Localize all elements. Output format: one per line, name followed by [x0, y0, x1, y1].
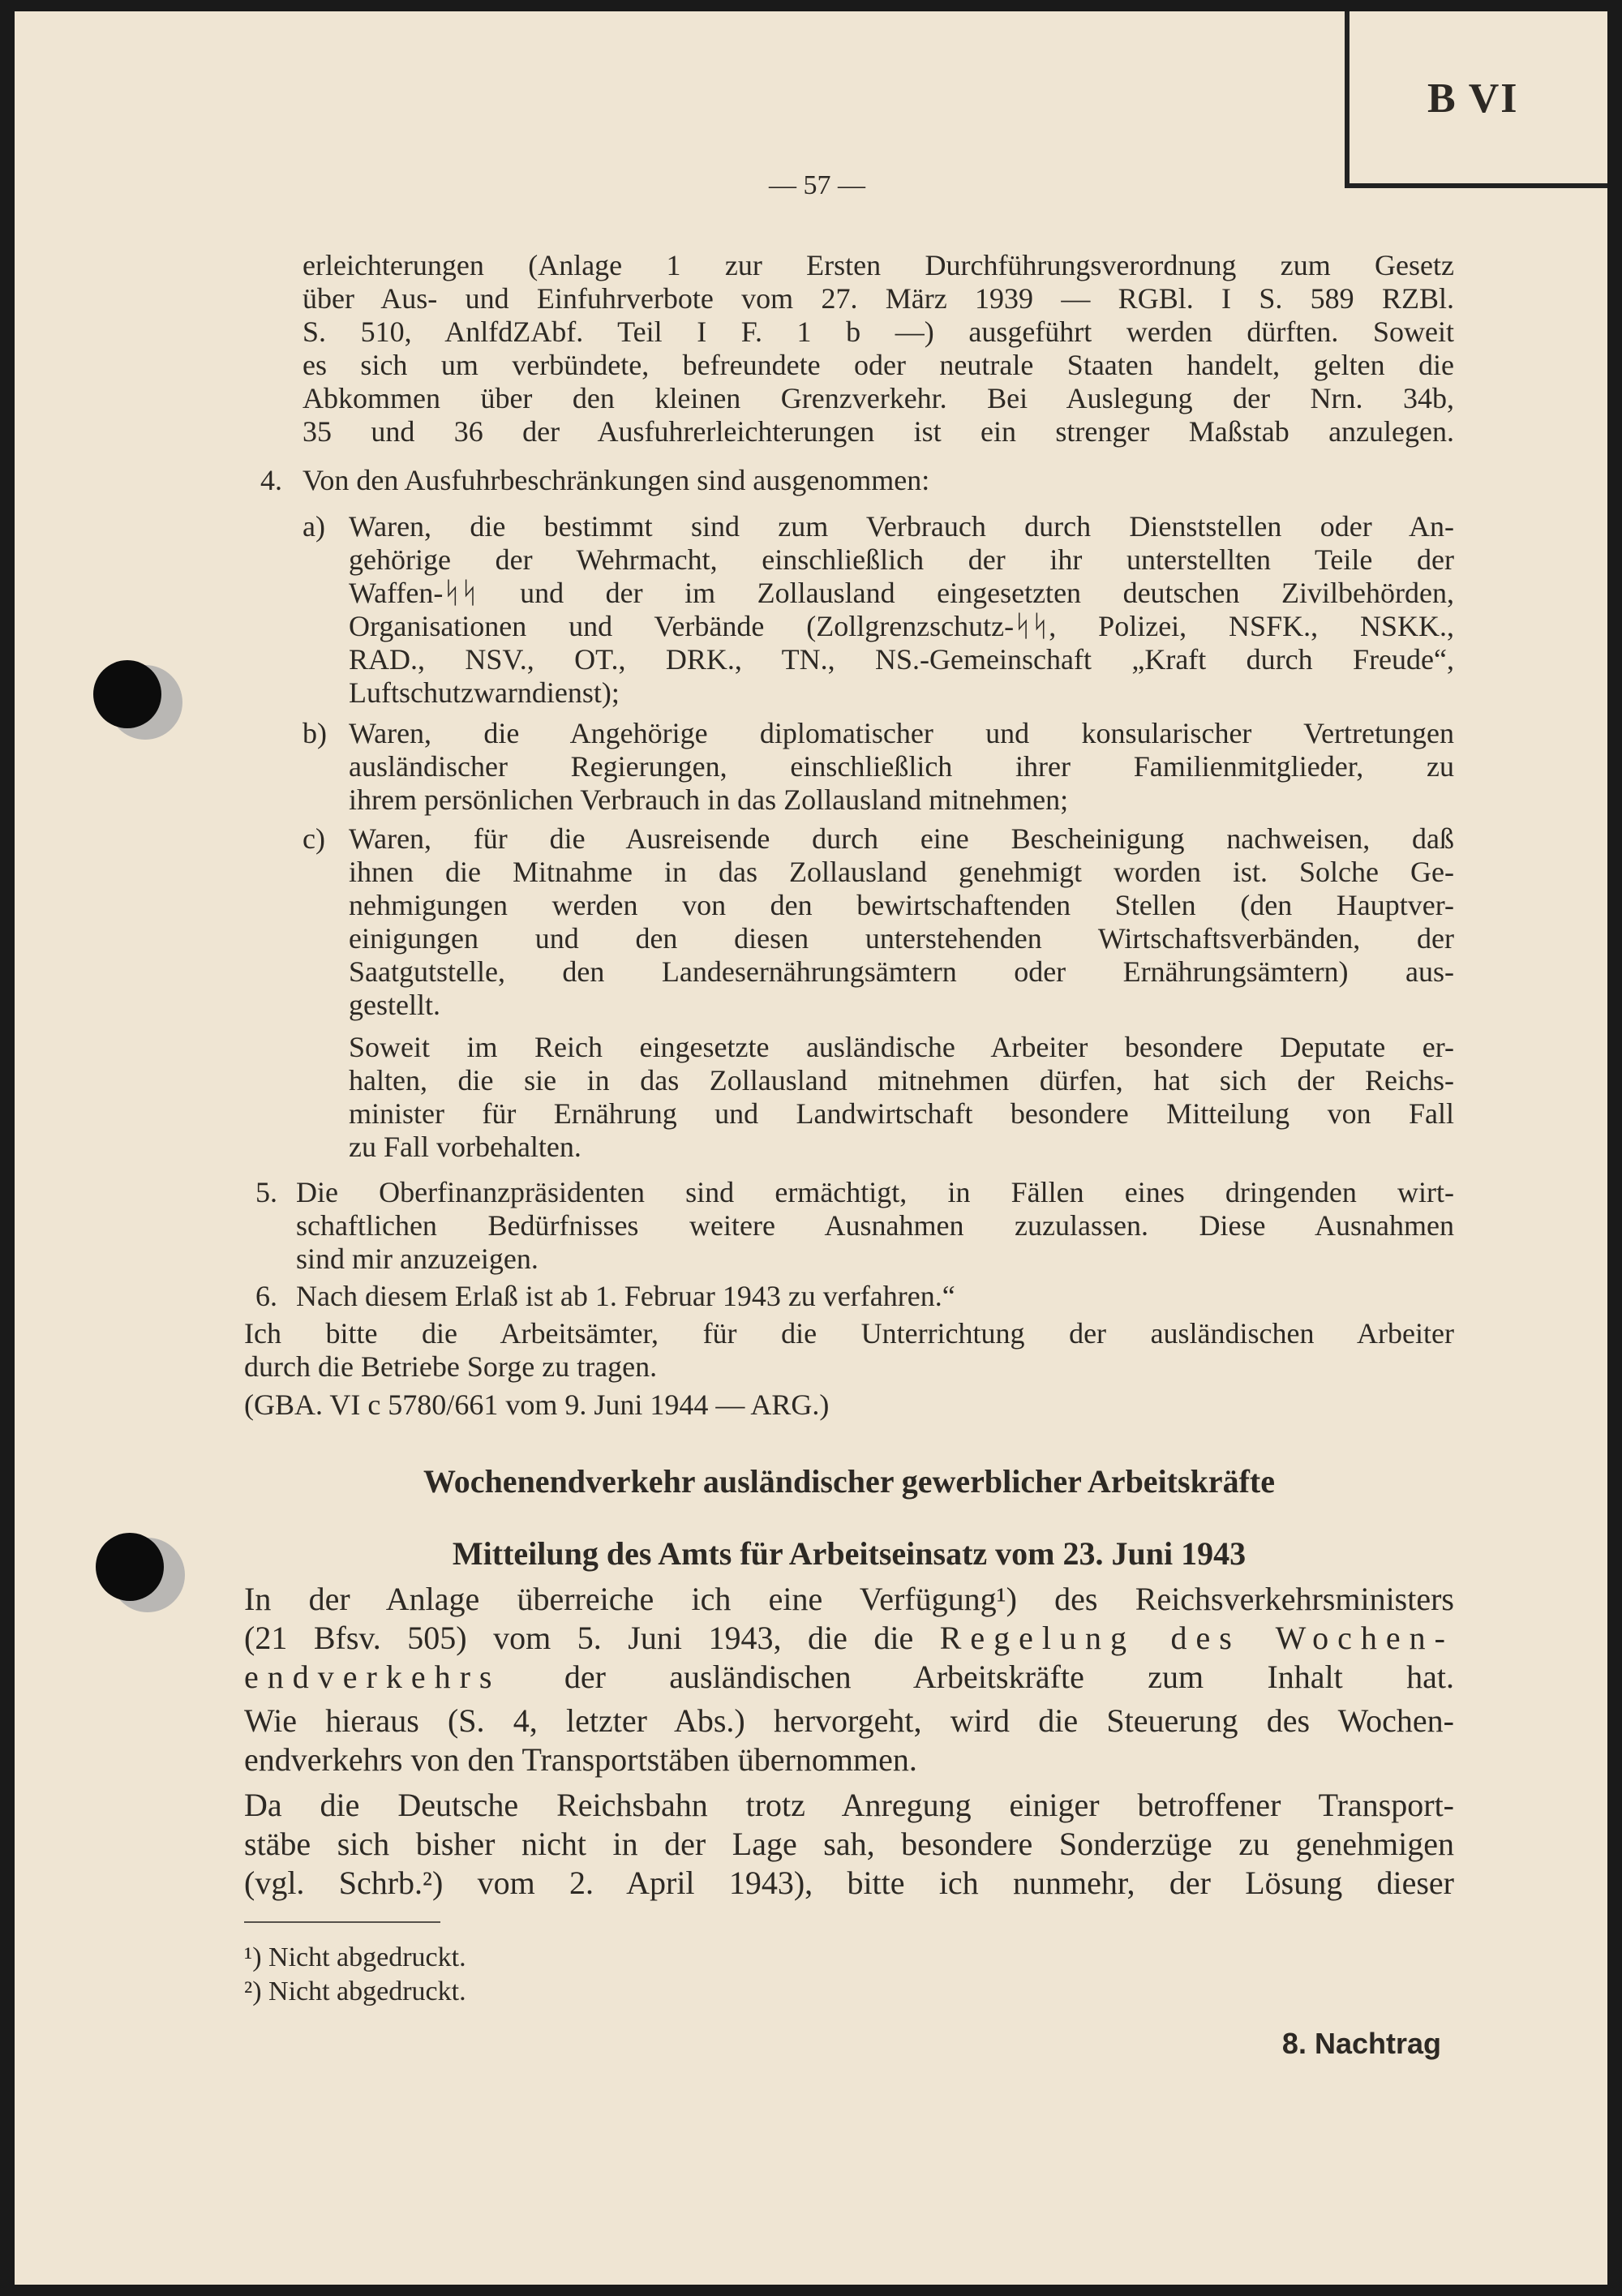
subitem-line: Saatgutstelle, den Landesernährungsämtern oder Ernährungsämtern) aus-	[349, 955, 1454, 988]
body-line: stäbe sich bisher nicht in der Lage sah, besondere Sonderzüge zu genehmigen	[244, 1826, 1454, 1862]
footnote: ¹) Nicht abgedruckt.	[244, 1942, 466, 1972]
section-title: Wochenendverkehr ausländischer gewerblicher Arbeitskräfte	[423, 1463, 1275, 1500]
reference-line: (GBA. VI c 5780/661 vom 9. Juni 1944 — ARG.)	[244, 1388, 830, 1421]
subitem-line: einigungen und den diesen unterstehenden Wirtschaftsverbänden, der	[349, 922, 1454, 955]
punch-hole-bottom	[96, 1533, 164, 1601]
punch-hole-top	[93, 660, 161, 728]
body-text: der ausländischen Arbeitskräfte zum Inhalt hat.	[500, 1659, 1454, 1695]
subitem-line: ihrem persönlichen Verbrauch in das Zollausland mitnehmen;	[349, 783, 1069, 816]
body-line: (vgl. Schrb.²) vom 2. April 1943), bitte ich nunmehr, der Lösung dieser	[244, 1865, 1454, 1901]
subitem-line: Waren, für die Ausreisende durch eine Bescheinigung nachweisen, daß	[349, 822, 1454, 855]
subitem-line: Waren, die Angehörige diplomatischer und konsularischer Vertretungen	[349, 717, 1454, 749]
subitem-line: nehmigungen werden von den bewirtschaftenden Stellen (den Hauptver-	[349, 889, 1454, 921]
page-number: — 57 —	[769, 170, 865, 200]
subitem-marker: a)	[303, 510, 325, 543]
intro-line: S. 510, AnlfdZAbf. Teil I F. 1 b —) ausgeführt werden dürften. Soweit	[303, 315, 1454, 348]
section-tab-box	[1345, 11, 1607, 188]
intro-line: es sich um verbündete, befreundete oder neutrale Staaten handelt, gelten die	[303, 349, 1454, 381]
subitem-line: ihnen die Mitnahme in das Zollausland genehmigt worden ist. Solche Ge-	[349, 856, 1454, 888]
item-line: sind mir anzuzeigen.	[296, 1242, 539, 1275]
subitem-marker: c)	[303, 822, 325, 855]
section-subtitle: Mitteilung des Amts für Arbeitseinsatz vom 23. Juni 1943	[452, 1535, 1247, 1572]
body-line: Da die Deutsche Reichsbahn trotz Anregung einiger betroffener Transport-	[244, 1787, 1454, 1823]
subitem-note-line: zu Fall vorbehalten.	[349, 1131, 581, 1163]
body-line: In der Anlage überreiche ich eine Verfügung¹) des Reichsverkehrsministers	[244, 1581, 1454, 1617]
supplement-label: 8. Nachtrag	[1281, 2027, 1441, 2060]
item-line: schaftlichen Bedürfnisses weitere Ausnahmen zuzulassen. Diese Ausnahmen	[296, 1209, 1454, 1242]
spaced-emphasis: Regelung des Wochen-	[939, 1620, 1454, 1656]
subitem-line: Luftschutzwarndienst);	[349, 676, 620, 709]
item-line: Die Oberfinanzpräsidenten sind ermächtigt, in Fällen eines dringenden wirt-	[296, 1176, 1454, 1208]
body-text: (21 Bfsv. 505) vom 5. Juni 1943, die die	[244, 1620, 940, 1656]
subitem-line: gestellt.	[349, 989, 440, 1021]
subitem-note-line: halten, die sie in das Zollausland mitnehmen dürfen, hat sich der Reichs-	[349, 1064, 1454, 1097]
body-line: Wie hieraus (S. 4, letzter Abs.) hervorgeht, wird die Steuerung des Wochen-	[244, 1702, 1454, 1739]
intro-line: 35 und 36 der Ausfuhrerleichterungen ist ein strenger Maßstab anzulegen.	[303, 415, 1454, 448]
subitem-note-line: Soweit im Reich eingesetzte ausländische Arbeiter besondere Deputate er-	[349, 1031, 1454, 1063]
footnote-rule	[244, 1921, 440, 1923]
subitem-line: Organisationen und Verbände (Zollgrenzschutz-ᛋᛋ, Polizei, NSFK., NSKK.,	[349, 610, 1454, 642]
subitem-line: Waren, die bestimmt sind zum Verbrauch durch Dienststellen oder An-	[349, 510, 1454, 543]
subitem-note-line: minister für Ernährung und Landwirtschaft besondere Mitteilung von Fall	[349, 1097, 1454, 1130]
closing-line: durch die Betriebe Sorge zu tragen.	[244, 1350, 658, 1383]
document-page	[15, 11, 1607, 2285]
subitem-marker: b)	[303, 717, 327, 749]
intro-line: Abkommen über den kleinen Grenzverkehr. Bei Auslegung der Nrn. 34b,	[303, 382, 1454, 414]
body-line: endverkehrs von den Transportstäben übernommen.	[244, 1741, 917, 1778]
subitem-line: ausländischer Regierungen, einschließlich ihrer Familienmitglieder, zu	[349, 750, 1454, 783]
intro-line: erleichterungen (Anlage 1 zur Ersten Durchführungsverordnung zum Gesetz	[303, 249, 1454, 281]
subitem-line: Waffen-ᛋᛋ und der im Zollausland eingesetzten deutschen Zivilbehörden,	[349, 577, 1454, 609]
item-number: 5.	[255, 1176, 277, 1208]
footnote: ²) Nicht abgedruckt.	[244, 1976, 466, 2006]
item-number: 4.	[260, 464, 282, 496]
spaced-emphasis: endverkehrs	[244, 1659, 501, 1695]
item-text: Von den Ausfuhrbeschränkungen sind ausgenommen:	[303, 464, 930, 496]
subitem-line: gehörige der Wehrmacht, einschließlich der ihr unterstellten Teile der	[349, 543, 1454, 576]
body-line	[244, 1659, 1454, 1696]
subitem-line: RAD., NSV., OT., DRK., TN., NS.-Gemeinschaft „Kraft durch Freude“,	[349, 643, 1454, 676]
item-line: Nach diesem Erlaß ist ab 1. Februar 1943 zu verfahren.“	[296, 1280, 955, 1312]
closing-line: Ich bitte die Arbeitsämter, für die Unterrichtung der ausländischen Arbeiter	[244, 1317, 1454, 1350]
item-number: 6.	[255, 1280, 277, 1312]
intro-line: über Aus- und Einfuhrverbote vom 27. März 1939 — RGBl. I S. 589 RZBl.	[303, 282, 1454, 315]
body-line	[244, 1620, 1454, 1657]
section-tab-label: B VI	[1427, 75, 1519, 122]
